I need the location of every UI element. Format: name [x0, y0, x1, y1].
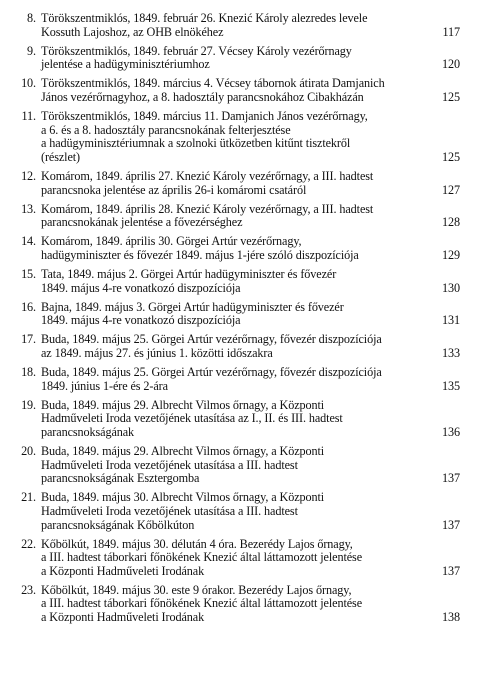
- entry-page-number: 117: [442, 24, 460, 39]
- entry-number: 14.: [21, 234, 36, 249]
- entry-title-line: parancsnokságának Kőbölkúton: [41, 517, 195, 532]
- entry-title-line: parancsnokának jelentése a fővezérséghez: [41, 215, 243, 230]
- entry-title: [36, 399, 460, 440]
- toc-entry: [6, 12, 460, 39]
- toc-entry: [6, 491, 460, 532]
- entry-title-line: parancsnokságának: [41, 424, 135, 439]
- entry-title-line: Kőbölkút, 1849. május 30. este 9 órakor. Bezerédy Lajos őrnagy,: [41, 582, 352, 597]
- entry-title: [36, 301, 460, 328]
- entry-number: 8.: [27, 11, 36, 25]
- entry-page-number: 130: [442, 280, 460, 295]
- toc-entry: [6, 110, 460, 164]
- entry-page-number: 136: [442, 424, 460, 439]
- entry-title-line: 1849. május 4-re vonatkozó diszpozíciója: [41, 313, 241, 328]
- entry-title-line: a III. hadtest táborkari főnökének Knezić által láttamozott jelentése: [41, 550, 363, 565]
- entry-title-line: Kossuth Lajoshoz, az OHB elnökéhez: [41, 24, 224, 39]
- entry-title-line: az 1849. május 27. és június 1. közötti időszakra: [41, 345, 273, 360]
- entry-title: [36, 203, 460, 230]
- entry-page-number: 137: [442, 563, 460, 578]
- entry-title-line: Buda, 1849. május 30. Albrecht Vilmos őrnagy, a Központi: [41, 490, 325, 505]
- toc-entry: [6, 235, 460, 262]
- entry-title: [36, 45, 460, 72]
- entry-title-line: Kőbölkút, 1849. május 30. délután 4 óra. Bezerédy Lajos őrnagy,: [41, 536, 353, 551]
- entry-page-number: 125: [442, 89, 460, 104]
- entry-title-line: a III. hadtest táborkari főnökének Knezić által láttamozott jelentése: [41, 596, 363, 611]
- entry-number: 9.: [27, 43, 36, 58]
- entry-title-line: Törökszentmiklós, 1849. február 27. Vécsey Károly vezérőrnagy: [41, 43, 352, 58]
- entry-title-line: Buda, 1849. május 29. Albrecht Vilmos őrnagy, a Központi: [41, 444, 325, 459]
- entry-title-line: parancsnoka jelentése az április 26-i komáromi csatáról: [41, 182, 307, 197]
- entry-title-line: Komárom, 1849. április 30. Görgei Artúr vezérőrnagy,: [41, 234, 302, 249]
- entry-title: [36, 584, 460, 625]
- entry-number: 19.: [21, 397, 36, 412]
- entry-title-line: János vezérőrnagyhoz, a 8. hadosztály parancsnokához Cibakházán: [41, 89, 364, 104]
- entry-title-line: Tata, 1849. május 2. Görgei Artúr hadügyminiszter és fővezér: [41, 267, 337, 281]
- entry-page-number: 127: [442, 182, 460, 197]
- entry-number: 11.: [21, 109, 36, 124]
- entry-title-line: a 6. és a 8. hadosztály parancsnokának felterjesztése: [41, 122, 291, 137]
- entry-title: [36, 333, 460, 360]
- entry-title-line: Buda, 1849. május 25. Görgei Artúr vezérőrnagy, fővezér diszpozíciója: [41, 332, 382, 347]
- entry-page-number: 129: [442, 247, 460, 262]
- entry-title-line: Hadműveleti Iroda vezetőjének utasítása a III. hadtest: [41, 503, 298, 518]
- entry-number: 15.: [21, 267, 36, 281]
- entry-title-line: Komárom, 1849. április 27. Knezić Károly vezérőrnagy, a III. hadtest: [41, 168, 374, 183]
- entry-title: [36, 538, 460, 579]
- entry-title-line: Törökszentmiklós, 1849. március 11. Damjanich János vezérőrnagy,: [41, 109, 368, 124]
- entry-number: 18.: [21, 365, 36, 380]
- entry-title-line: (részlet): [41, 149, 81, 164]
- entry-title: [36, 366, 460, 393]
- entry-page-number: 131: [442, 313, 460, 328]
- entry-title-line: 1849. május 4-re vonatkozó diszpozíciója: [41, 280, 241, 295]
- toc-entry: [6, 203, 460, 230]
- table-of-contents: [6, 12, 460, 630]
- entry-title: [36, 491, 460, 532]
- entry-page-number: 128: [442, 215, 460, 230]
- entry-title-line: a Központi Hadműveleti Irodának: [41, 610, 205, 625]
- entry-title-line: Hadműveleti Iroda vezetőjének utasítása az I., II. és III. hadtest: [41, 411, 343, 426]
- entry-number: 20.: [21, 444, 36, 459]
- entry-title: [36, 445, 460, 486]
- entry-title-line: Hadműveleti Iroda vezetőjének utasítása a III. hadtest: [41, 457, 298, 472]
- entry-title-line: a Központi Hadműveleti Irodának: [41, 563, 205, 578]
- entry-number: 13.: [21, 201, 36, 216]
- entry-title: [36, 12, 460, 39]
- entry-page-number: 133: [442, 345, 460, 360]
- entry-title-line: Törökszentmiklós, 1849. március 4. Vécsey tábornok átirata Damjanich: [41, 76, 385, 91]
- entry-title-line: parancsnokságának Esztergomba: [41, 471, 200, 486]
- toc-entry: [6, 333, 460, 360]
- entry-number: 16.: [21, 299, 36, 314]
- entry-title-line: Buda, 1849. május 29. Albrecht Vilmos őrnagy, a Központi: [41, 397, 325, 412]
- entry-title: [36, 77, 460, 104]
- entry-number: 12.: [21, 168, 36, 183]
- entry-title-line: Komárom, 1849. április 28. Knezić Károly vezérőrnagy, a III. hadtest: [41, 201, 374, 216]
- toc-entry: [6, 77, 460, 104]
- toc-entry: [6, 538, 460, 579]
- entry-number: 17.: [21, 332, 36, 347]
- entry-title: [36, 235, 460, 262]
- entry-title-line: 1849. június 1-ére és 2-ára: [41, 378, 168, 393]
- entry-title: [36, 170, 460, 197]
- entry-title: [36, 110, 460, 164]
- entry-title-line: Bajna, 1849. május 3. Görgei Artúr hadügyminiszter és fővezér: [41, 299, 344, 314]
- toc-entry: [6, 268, 460, 295]
- entry-title-line: hadügyminiszter és fővezér 1849. május 1-jére szóló diszpozíciója: [41, 247, 359, 262]
- toc-entry: [6, 584, 460, 625]
- entry-number: 21.: [21, 490, 36, 505]
- entry-page-number: 125: [442, 149, 460, 164]
- entry-number: 23.: [21, 582, 36, 597]
- entry-page-number: 120: [442, 57, 460, 72]
- entry-page-number: 135: [442, 378, 460, 393]
- toc-entry: [6, 399, 460, 440]
- toc-entry: [6, 45, 460, 72]
- toc-entry: [6, 301, 460, 328]
- entry-title-line: jelentése a hadügyminisztériumhoz: [41, 57, 210, 72]
- entry-page-number: 137: [442, 471, 460, 486]
- entry-title: [36, 268, 460, 295]
- entry-number: 10.: [21, 76, 36, 91]
- entry-page-number: 137: [442, 517, 460, 532]
- toc-entry: [6, 445, 460, 486]
- entry-page-number: 138: [442, 610, 460, 625]
- toc-entry: [6, 366, 460, 393]
- entry-title-line: Törökszentmiklós, 1849. február 26. Knezić Károly alezredes levele: [41, 11, 368, 25]
- entry-title-line: Buda, 1849. május 25. Görgei Artúr vezérőrnagy, fővezér diszpozíciója: [41, 365, 382, 380]
- entry-number: 22.: [21, 536, 36, 551]
- toc-entry: [6, 170, 460, 197]
- entry-title-line: a hadügyminisztériumnak a szolnoki ütközetben kitűnt tisztekről: [41, 136, 351, 151]
